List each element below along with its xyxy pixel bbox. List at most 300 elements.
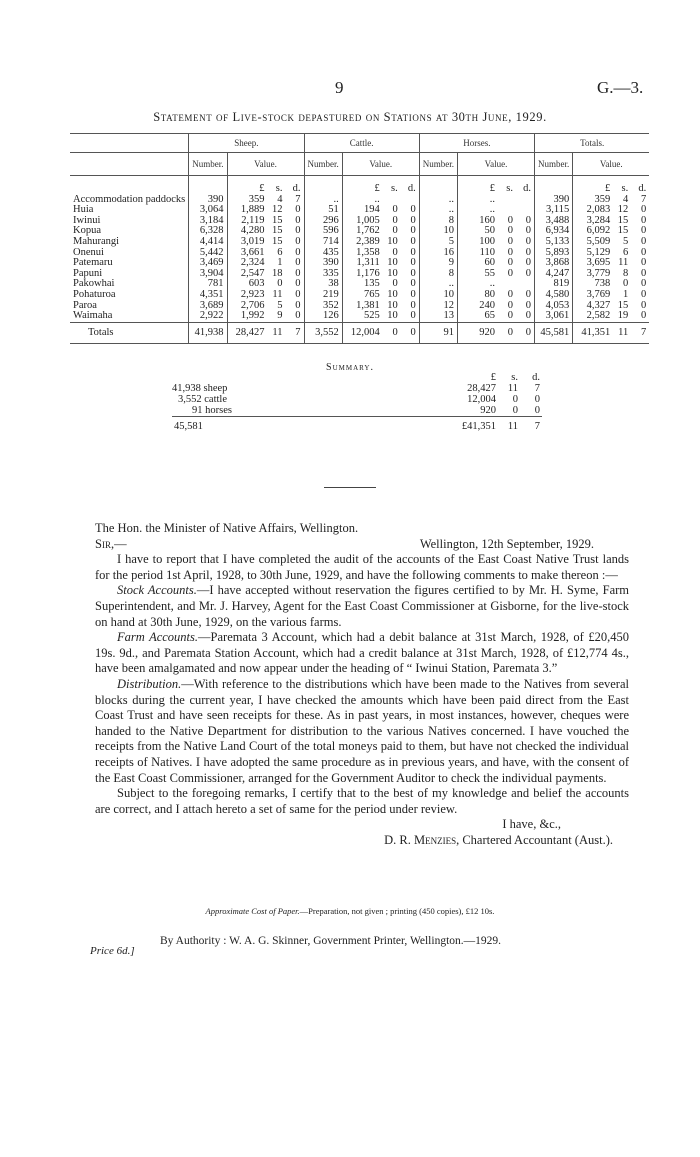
- shillings: 10: [387, 235, 398, 247]
- letter-addressee: The Hon. the Minister of Native Affairs, Wellington.: [95, 521, 359, 535]
- livestock-table: [70, 133, 649, 344]
- shillings: 0: [623, 278, 629, 290]
- letter-salutation: Sir,—: [95, 536, 127, 551]
- shillings: 0: [507, 257, 514, 269]
- letter: [95, 521, 629, 848]
- shillings: 19: [617, 310, 629, 322]
- units-row: [573, 176, 650, 195]
- page-reference: G.—3.: [597, 78, 644, 97]
- subheader-number: Number.: [189, 153, 227, 176]
- unit-pence: d.: [523, 183, 532, 194]
- pence: 0: [525, 225, 532, 237]
- sheep-number: 390: [189, 195, 227, 206]
- summary-value: 7: [534, 383, 540, 394]
- subheader-value: Value.: [342, 153, 419, 176]
- summary-total-value: 7: [520, 417, 542, 433]
- shillings: 10: [387, 299, 398, 311]
- horses-number: 10: [419, 226, 457, 237]
- pounds: 1,311: [356, 257, 380, 269]
- shillings: 11: [272, 288, 283, 300]
- pence: 7: [641, 193, 647, 205]
- horses-number: 9: [419, 258, 457, 269]
- pence: 0: [525, 267, 532, 279]
- summary-row: [172, 405, 542, 417]
- shillings: 12: [617, 204, 629, 216]
- pounds: 6,092: [586, 225, 611, 237]
- pounds: 3,695: [586, 257, 611, 269]
- pounds: 60: [484, 257, 496, 269]
- value-cell: [227, 248, 304, 259]
- summary-value: 11: [507, 383, 518, 394]
- station-label: Papuni: [73, 267, 103, 279]
- shillings: 0: [507, 225, 514, 237]
- value-cell: [573, 258, 650, 269]
- pounds: 41,351: [581, 326, 611, 338]
- summary-unit-shilling: s.: [511, 372, 518, 383]
- cattle-number: 126: [304, 311, 342, 322]
- pence: 0: [641, 246, 647, 258]
- cost-note: Approximate Cost of Paper.—Preparation, not given ; printing (450 copies), £12 10s.: [205, 906, 495, 916]
- summary-label: 91 horses: [192, 405, 232, 416]
- pence: 7: [295, 326, 301, 338]
- pounds: 359: [248, 193, 265, 205]
- station-label: Kopua: [73, 225, 101, 237]
- pounds: 1,005: [356, 214, 380, 226]
- pence: 0: [295, 225, 301, 237]
- unit-shilling: s.: [506, 183, 514, 194]
- shillings: 10: [387, 267, 398, 279]
- value-cell: [342, 279, 419, 290]
- sheep-number: 3,064: [189, 205, 227, 216]
- horses-number: 12: [419, 301, 457, 312]
- cattle-number: 435: [304, 248, 342, 259]
- shillings: 0: [507, 214, 514, 226]
- pounds: 738: [594, 278, 611, 290]
- pounds: 2,923: [240, 288, 265, 300]
- value-cell: [458, 322, 535, 344]
- shillings: 4: [277, 193, 283, 205]
- pounds: 4,327: [586, 299, 611, 311]
- total-number: 5,133: [535, 237, 573, 248]
- shillings: 15: [272, 235, 283, 247]
- value-cell: [342, 195, 419, 206]
- value-cell: [342, 322, 419, 344]
- pence: 7: [641, 326, 647, 338]
- pence: 0: [525, 310, 532, 322]
- shillings: 0: [392, 246, 398, 258]
- summary-total-value: £41,351: [446, 417, 498, 433]
- value-cell: [227, 226, 304, 237]
- shillings: 15: [272, 214, 283, 226]
- total-number: 3,488: [535, 216, 573, 227]
- station-label: Onenui: [73, 246, 104, 258]
- paragraph-heading: Stock Accounts.: [117, 583, 197, 598]
- letter-place-date: Wellington, 12th September, 1929.: [419, 536, 594, 551]
- shillings: 0: [507, 310, 514, 322]
- units-row: [227, 176, 304, 195]
- pounds: 2,119: [241, 214, 265, 226]
- pence: 0: [295, 235, 301, 247]
- total-number: 4,053: [535, 301, 573, 312]
- pence: 0: [525, 257, 532, 269]
- pence: 0: [525, 326, 532, 338]
- shillings: 0: [392, 204, 398, 216]
- pounds: 100: [479, 235, 496, 247]
- pounds: 5,129: [586, 246, 611, 258]
- shillings: 8: [623, 267, 629, 279]
- table-row: [70, 237, 649, 248]
- value-cell: [458, 226, 535, 237]
- sheep-number: 3,904: [189, 269, 227, 280]
- pounds: 2,547: [240, 267, 265, 279]
- total-number: 3,061: [535, 311, 573, 322]
- summary-heading: Summary.: [326, 362, 374, 373]
- summary-value: 28,427: [467, 383, 496, 394]
- pounds: 135: [364, 278, 380, 290]
- total-number: 6,934: [535, 226, 573, 237]
- pounds: 4,280: [240, 225, 265, 237]
- shillings: 15: [272, 225, 283, 237]
- group-header-totals: Totals.: [535, 134, 650, 153]
- pounds: 110: [479, 246, 496, 258]
- group-header-horses: Horses.: [419, 134, 534, 153]
- group-header-sheep: Sheep.: [189, 134, 304, 153]
- station-label: Iwinui: [73, 214, 101, 226]
- sheep-number: 781: [189, 279, 227, 290]
- pence: 0: [295, 299, 301, 311]
- pence: 0: [641, 310, 647, 322]
- shillings: 15: [617, 214, 629, 226]
- subheader-value: Value.: [573, 153, 650, 176]
- station-label: Waimaha: [73, 310, 113, 322]
- value-cell: [342, 311, 419, 322]
- pounds: 160: [479, 214, 496, 226]
- horses-number: 13: [419, 311, 457, 322]
- station-label: Accommodation paddocks: [73, 193, 186, 205]
- cattle-number: 51: [304, 205, 342, 216]
- shillings: 0: [507, 288, 514, 300]
- pence: 0: [295, 204, 301, 216]
- shillings: 11: [618, 257, 629, 269]
- horses-number: 16: [419, 248, 457, 259]
- sheep-number: 4,351: [189, 290, 227, 301]
- cattle-number: 596: [304, 226, 342, 237]
- totals-label: Totals: [70, 322, 189, 344]
- station-label: Patemaru: [73, 257, 113, 269]
- pounds: ..: [374, 193, 380, 205]
- summary-value: 920: [480, 405, 496, 416]
- sheep-number: 3,689: [189, 301, 227, 312]
- pounds: 240: [479, 299, 496, 311]
- page-number: 9: [335, 78, 344, 97]
- value-cell: [458, 195, 535, 206]
- summary-row: [172, 383, 542, 394]
- horses-number: 8: [419, 216, 457, 227]
- shillings: 10: [387, 257, 398, 269]
- shillings: 0: [507, 246, 514, 258]
- pence: 0: [641, 288, 647, 300]
- unit-pence: d.: [638, 183, 647, 194]
- pounds: 1,381: [356, 299, 380, 311]
- pounds: 3,019: [240, 235, 265, 247]
- pence: 0: [295, 267, 301, 279]
- horses-number: ..: [419, 195, 457, 206]
- shillings: 0: [507, 326, 514, 338]
- shillings: 6: [277, 246, 283, 258]
- pounds: 1,889: [240, 204, 265, 216]
- shillings: 15: [617, 299, 629, 311]
- pounds: 765: [364, 288, 380, 300]
- value-cell: [573, 226, 650, 237]
- letter-paragraph: Subject to the foregoing remarks, I certify that to the best of my knowledge and belief the accounts are correct, and I attach hereto a set of same for the period under review.: [95, 786, 629, 816]
- table-title: Statement of Live-stock depastured on Stations at 30th June, 1929.: [153, 110, 547, 124]
- pence: 7: [295, 193, 301, 205]
- horses-number: 8: [419, 269, 457, 280]
- pounds: 1,992: [240, 310, 265, 322]
- pounds: 194: [364, 204, 380, 216]
- pounds: 3,769: [586, 288, 611, 300]
- pence: 0: [295, 246, 301, 258]
- sheep-number: 5,442: [189, 248, 227, 259]
- unit-pence: d.: [292, 183, 301, 194]
- sheep-number: 3,184: [189, 216, 227, 227]
- value-cell: [573, 269, 650, 280]
- unit-pence: d.: [407, 183, 416, 194]
- units-number-spacer: [535, 176, 573, 195]
- value-cell: [342, 269, 419, 280]
- letter-paragraph: Stock Accounts.—I have accepted without reservation the figures certified to by Mr. H. Syme, Farm Superintendent, and Mr. J. Harvey, Agent for the East Coast Commissioner at Gisborne, for the live-stock on hand at 30th June, 1929, on the various farms.: [95, 583, 630, 629]
- value-cell: [573, 248, 650, 259]
- total-number: 819: [535, 279, 573, 290]
- pence: 0: [410, 288, 416, 300]
- summary-total-row: [172, 417, 542, 433]
- value-cell: [227, 216, 304, 227]
- shillings: 5: [277, 299, 283, 311]
- value-cell: [342, 258, 419, 269]
- section-divider: [324, 487, 376, 488]
- total-number: 3,115: [535, 205, 573, 216]
- paragraph-heading: Farm Accounts.: [117, 630, 199, 645]
- pounds: 1,358: [356, 246, 380, 258]
- total-number: 5,893: [535, 248, 573, 259]
- summary-row: [172, 394, 542, 405]
- pounds: 2,324: [240, 257, 265, 269]
- pence: 0: [641, 278, 647, 290]
- pence: 0: [525, 288, 532, 300]
- shillings: 11: [272, 326, 283, 338]
- station-name: [70, 311, 189, 322]
- value-cell: [458, 290, 535, 301]
- table-row: [70, 290, 649, 301]
- value-cell: [573, 279, 650, 290]
- pence: 0: [410, 214, 416, 226]
- value-cell: [458, 237, 535, 248]
- sheep-number: 4,414: [189, 237, 227, 248]
- shillings: 11: [618, 326, 629, 338]
- subheader-number: Number.: [419, 153, 457, 176]
- shillings: 18: [272, 267, 283, 279]
- shillings: 6: [623, 246, 629, 258]
- value-cell: [458, 258, 535, 269]
- pounds: 3,661: [240, 246, 265, 258]
- shillings: 0: [392, 278, 398, 290]
- pence: 0: [641, 214, 647, 226]
- group-header-cattle: Cattle.: [304, 134, 419, 153]
- summary-unit-pence: d.: [532, 372, 540, 383]
- summary-unit-pound: £: [490, 372, 496, 383]
- letter-paragraph: I have to report that I have completed the audit of the accounts of the East Coast Native Trust lands for the period 1st April, 1928, to 30th June, 1929, and have the following comments to make thereon :—: [95, 552, 629, 582]
- sheep-number: 6,328: [189, 226, 227, 237]
- pence: 0: [410, 299, 416, 311]
- shillings: 0: [392, 326, 398, 338]
- value-cell: [458, 205, 535, 216]
- station-label: Pakowhai: [73, 278, 115, 290]
- cattle-number: ..: [304, 195, 342, 206]
- value-cell: [342, 205, 419, 216]
- pounds: ..: [489, 204, 496, 216]
- value-cell: [573, 322, 650, 344]
- pounds: 28,427: [235, 326, 265, 338]
- value-cell: [573, 301, 650, 312]
- value-cell: [227, 195, 304, 206]
- pence: 0: [525, 299, 532, 311]
- summary-spacer: [172, 372, 446, 383]
- cattle-number: 335: [304, 269, 342, 280]
- summary-value: 0: [512, 394, 518, 405]
- unit-pound: £: [489, 183, 496, 194]
- units-number-spacer: [189, 176, 227, 195]
- sheep-number: 41,938: [189, 322, 227, 344]
- pence: 0: [641, 299, 647, 311]
- pounds: 2,582: [586, 310, 611, 322]
- station-label: Pohaturoa: [73, 288, 116, 300]
- value-cell: [573, 237, 650, 248]
- value-cell: [342, 301, 419, 312]
- letter-paragraph: Distribution.—With reference to the distributions which have been made to the Natives from several blocks during the current year, I have checked the amounts which have been paid direct from the East Coast Trust and have seen receipts for these. As in past years, in most instances, however, cheques were handed to the Native Department for distribution to the various Natives concerned. I have vouched the receipts from the Native Land Court of the total moneys paid to them, but have not checked the individual receipts of Natives. I have adopted the same procedure as in previous years, and have, with the consent of the East Coast Commissioner, arranged for the Government Auditor to check the individual payments.: [95, 676, 629, 785]
- total-number: 45,581: [535, 322, 573, 344]
- horses-number: ..: [419, 279, 457, 290]
- value-cell: [458, 269, 535, 280]
- shillings: 0: [507, 235, 514, 247]
- shillings: 4: [623, 193, 629, 205]
- pounds: 5,509: [586, 235, 611, 247]
- pounds: 3,284: [586, 214, 611, 226]
- summary-value: 0: [534, 405, 540, 416]
- pence: 0: [295, 278, 301, 290]
- sheep-number: 2,922: [189, 311, 227, 322]
- pence: 0: [410, 235, 416, 247]
- total-number: 4,580: [535, 290, 573, 301]
- pounds: 525: [364, 310, 380, 322]
- value-cell: [573, 216, 650, 227]
- total-number: 3,868: [535, 258, 573, 269]
- pence: 0: [410, 204, 416, 216]
- pence: 0: [641, 267, 647, 279]
- pence: 0: [525, 246, 532, 258]
- units-number-spacer: [304, 176, 342, 195]
- cattle-number: 219: [304, 290, 342, 301]
- pounds: 2,389: [356, 235, 380, 247]
- value-cell: [573, 205, 650, 216]
- cattle-number: 390: [304, 258, 342, 269]
- value-cell: [227, 290, 304, 301]
- pence: 0: [410, 257, 416, 269]
- summary-total-label: 45,581: [172, 417, 446, 433]
- pounds: 2,706: [240, 299, 265, 311]
- pounds: 50: [484, 225, 496, 237]
- shillings: 1: [623, 288, 629, 300]
- value-cell: [342, 216, 419, 227]
- station-label: Paroa: [73, 299, 97, 311]
- summary-value: 0: [534, 394, 540, 405]
- pounds: 55: [484, 267, 496, 279]
- units-label-spacer: [70, 176, 189, 195]
- pence: 0: [410, 278, 416, 290]
- pence: 0: [410, 225, 416, 237]
- value-cell: [458, 301, 535, 312]
- cattle-number: 714: [304, 237, 342, 248]
- shillings: 9: [277, 310, 283, 322]
- pence: 0: [525, 214, 532, 226]
- cattle-number: 38: [304, 279, 342, 290]
- shillings: 5: [623, 235, 629, 247]
- pence: 0: [641, 235, 647, 247]
- value-cell: [458, 248, 535, 259]
- shillings: 10: [387, 288, 398, 300]
- shillings: 0: [507, 299, 514, 311]
- value-cell: [227, 205, 304, 216]
- shillings: 10: [387, 310, 398, 322]
- pence: 0: [410, 267, 416, 279]
- subheader-number: Number.: [304, 153, 342, 176]
- shillings: 1: [277, 257, 283, 269]
- value-cell: [227, 258, 304, 269]
- subheader-value: Value.: [227, 153, 304, 176]
- unit-pound: £: [605, 183, 611, 194]
- unit-shilling: s.: [621, 183, 629, 194]
- value-cell: [458, 279, 535, 290]
- value-cell: [227, 311, 304, 322]
- pence: 0: [410, 246, 416, 258]
- sheep-number: 3,469: [189, 258, 227, 269]
- shillings: 12: [272, 204, 283, 216]
- subheader-number: Number.: [535, 153, 573, 176]
- pounds: 2,083: [586, 204, 611, 216]
- pounds: ..: [489, 193, 496, 205]
- value-cell: [227, 269, 304, 280]
- horses-number: 91: [419, 322, 457, 344]
- shillings: 0: [277, 278, 283, 290]
- summary-label: 3,552 cattle: [178, 394, 227, 405]
- value-cell: [342, 248, 419, 259]
- pence: 0: [641, 204, 647, 216]
- pence: 0: [525, 235, 532, 247]
- pence: 0: [410, 310, 416, 322]
- cattle-number: 296: [304, 216, 342, 227]
- pence: 0: [295, 214, 301, 226]
- pounds: 1,176: [356, 267, 380, 279]
- summary-table: [172, 372, 542, 432]
- units-number-spacer: [419, 176, 457, 195]
- cattle-number: 3,552: [304, 322, 342, 344]
- horses-number: 5: [419, 237, 457, 248]
- letter-signature: D. R. Menzies, Chartered Accountant (Aust.).: [384, 832, 613, 847]
- horses-number: 10: [419, 290, 457, 301]
- pounds: 65: [484, 310, 496, 322]
- pounds: 12,004: [350, 326, 380, 338]
- letter-closing: I have, &c.,: [502, 817, 561, 832]
- pence: 0: [641, 257, 647, 269]
